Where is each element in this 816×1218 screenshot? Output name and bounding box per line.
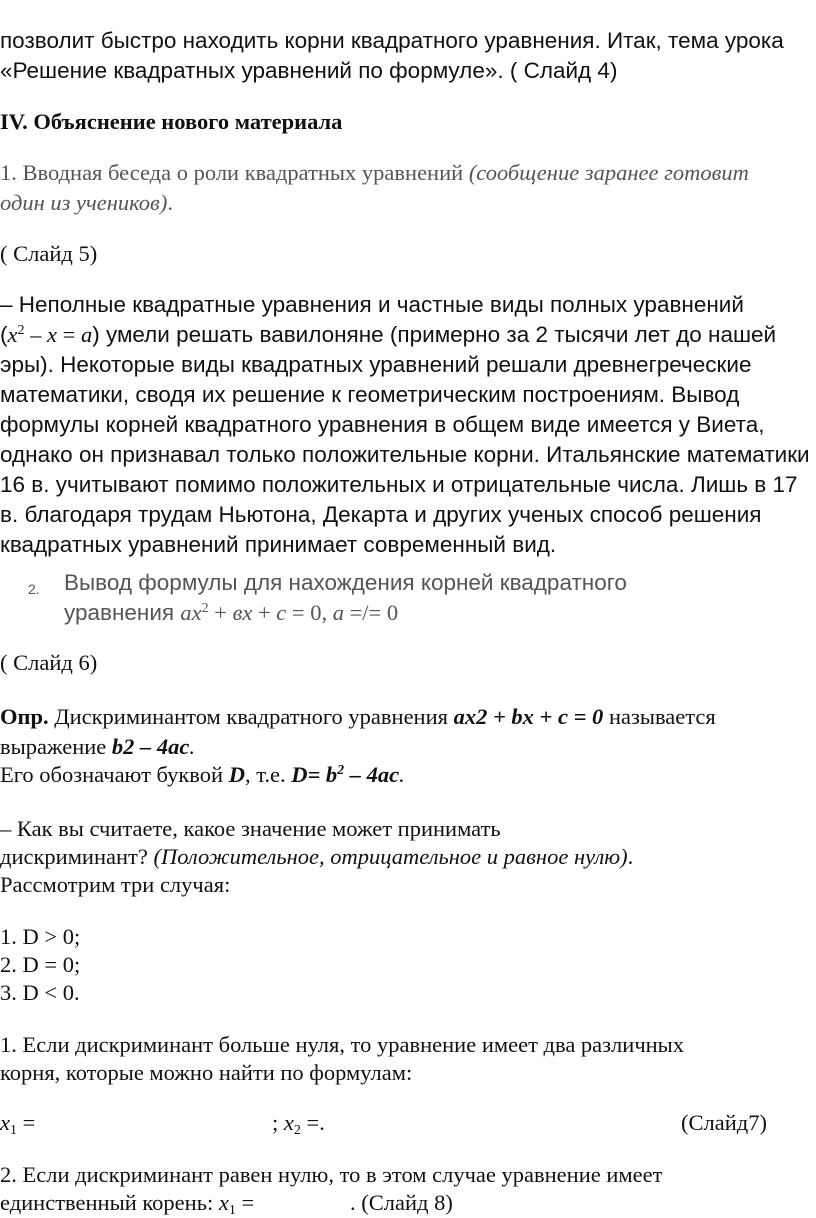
not-equal-zero: =/= 0: [343, 600, 399, 625]
dot: .: [627, 844, 634, 869]
history-line-9: квадратных уравнений принимает современный вид.: [0, 532, 557, 557]
case-1-x2: [272, 1108, 325, 1138]
paren-open: (: [0, 322, 8, 347]
discriminant-expression: b2 – 4ac: [111, 734, 190, 759]
definition-line-3: [0, 760, 405, 790]
var-x2: x: [283, 1110, 294, 1135]
item-1-line-1: [0, 158, 749, 188]
slide-5-ref: ( Слайд 5): [0, 241, 98, 266]
history-line-5: формулы корней квадратного уравнения в общем виде имеется у Виета,: [0, 412, 765, 437]
history-line-2: [0, 320, 776, 350]
item-1-dot: .: [167, 190, 173, 215]
term-ax: ax: [180, 600, 202, 625]
var-x: x: [7, 322, 18, 347]
exp-2: 2: [201, 601, 209, 616]
exp-2: 2: [17, 323, 25, 338]
item-1-note: (сообщение заранее готовит: [468, 160, 749, 185]
case-1-line-2: корня, которые можно найти по формулам:: [0, 1060, 413, 1085]
definition-text: Дискриминантом квадратного уравнения: [48, 704, 454, 729]
history-line-2-rest: ) умели решать вавилоняне (примерно за 2 тысячи лет до нашей: [92, 322, 777, 347]
term-bx: вx: [232, 600, 253, 625]
var-x1: x: [218, 1190, 229, 1215]
var-a: a: [332, 600, 344, 625]
minus: –: [24, 322, 47, 347]
item-1-line-2: [0, 188, 173, 218]
definition-text-3: выражение: [0, 734, 112, 759]
definition-text-2: называется: [603, 704, 716, 729]
dot-2: .: [399, 762, 405, 787]
sub-1: 1: [228, 1203, 236, 1218]
equals-zero: = 0,: [286, 600, 333, 625]
quadratic-equation: ax2 + bx + c = 0: [453, 704, 604, 729]
var-a: a: [80, 322, 93, 347]
definition-line-1: [0, 702, 716, 732]
history-line-6: однако он признавал только положительные корни. Итальянские математики: [0, 442, 810, 467]
sub-1: 1: [10, 1123, 17, 1138]
question-answer: (Положительное, отрицательное и равное нулю): [153, 844, 628, 869]
slide-6-ref: ( Слайд 6): [0, 650, 98, 675]
definition-text-5: , т.е.: [244, 762, 292, 787]
plus-2: +: [252, 600, 277, 625]
plus: +: [208, 600, 233, 625]
sub-2: 2: [293, 1123, 301, 1138]
equals: =: [57, 322, 81, 347]
var-x1: x: [0, 1110, 10, 1135]
definition-line-2: [0, 732, 195, 762]
item-2-line-1: Вывод формулы для нахождения корней квадратного: [64, 570, 627, 595]
case-2-line-2: [0, 1188, 254, 1218]
item-2-text: уравнения: [64, 600, 181, 625]
case-1-line-1: 1. Если дискриминант больше нуля, то уравнение имеет два различных: [0, 1032, 685, 1057]
slide-7-ref: (Слайд7): [681, 1110, 767, 1135]
history-line-8: в. благодаря трудам Ньютона, Декарта и других ученых способ решения: [0, 502, 762, 527]
case-list-item-2: 2. D = 0;: [0, 952, 81, 977]
equals: =.: [300, 1110, 325, 1135]
equals: =: [235, 1190, 255, 1215]
item-2-line-2: [64, 598, 398, 628]
equals: =: [17, 1110, 36, 1135]
history-line-7: 16 в. учитывают помимо положительных и отрицательные числа. Лишь в 17: [0, 472, 798, 497]
question-line-2: [0, 842, 633, 872]
intro-line-2: «Решение квадратных уравнений по формуле». ( Слайд 4): [0, 58, 618, 83]
question-text: дискриминант?: [0, 844, 154, 869]
history-line-4: математики, сводя их решение к геометрическим построениям. Вывод: [0, 382, 740, 407]
case-2-line-1: 2. Если дискриминант равен нулю, то в этом случае уравнение имеет: [0, 1162, 663, 1187]
definition-label: Опр.: [0, 704, 49, 729]
var-x-2: x: [47, 322, 57, 347]
history-line-1: – Неполные квадратные уравнения и частные виды полных уравнений: [0, 292, 744, 317]
slide-8-ref: . (Слайд 8): [350, 1190, 453, 1215]
case-1-x1: [0, 1108, 35, 1138]
case-list-item-3: 3. D < 0.: [0, 980, 80, 1005]
item-1-text: 1. Вводная беседа о роли квадратных уравнений: [0, 160, 469, 185]
item-2-number: 2.: [28, 581, 40, 597]
dot: .: [189, 734, 196, 759]
formula-part-2: – 4ac: [344, 762, 400, 787]
case-list-item-1: 1. D > 0;: [0, 924, 81, 949]
intro-line-1: позволит быстро находить корни квадратного уравнения. Итак, тема урока: [0, 28, 784, 53]
history-line-3: эры). Некоторые виды квадратных уравнений решали древнегреческие: [0, 352, 752, 377]
item-1-note-end: один из учеников): [0, 190, 168, 215]
letter-d: D: [228, 762, 245, 787]
separator: ;: [272, 1110, 284, 1135]
section-heading: IV. Объяснение нового материала: [0, 109, 343, 134]
question-line-3: Рассмотрим три случая:: [0, 872, 231, 897]
formula-part-1: D= b: [291, 762, 338, 787]
case-2-text: единственный корень:: [0, 1190, 219, 1215]
definition-text-4: Его обозначают буквой: [0, 762, 229, 787]
term-c: c: [276, 600, 287, 625]
formula-exp: 2: [337, 763, 345, 778]
question-line-1: – Как вы считаете, какое значение может принимать: [0, 816, 501, 841]
